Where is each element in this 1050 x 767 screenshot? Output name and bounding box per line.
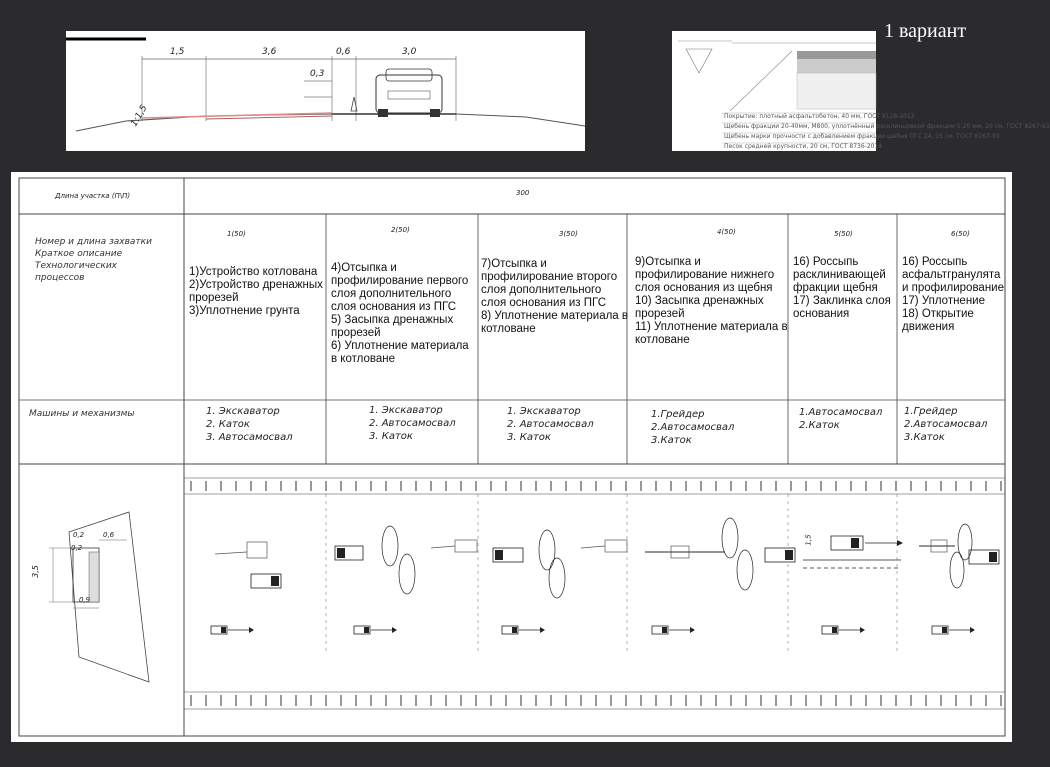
dim-4: 3,0: [402, 47, 417, 57]
dim-2: 3,6: [262, 47, 277, 57]
col6-header: 6(50): [951, 230, 970, 238]
col1-machines: 1. Экскаватор 2. Каток 3. Автосамосвал: [206, 406, 293, 443]
dim-height: 0,3: [310, 69, 325, 79]
row-length-label: Длина участка (П\П): [55, 192, 131, 200]
col5-machines: 1.Автосамосвал 2.Каток: [799, 407, 883, 431]
col4-description: 9)Отсыпка и профилирование нижнего слоя основания из щебня 10) Засыпка дренажных прорезей 11) Уплотнение материала в котловане: [635, 256, 788, 346]
slide-title: 1 вариант: [884, 20, 967, 42]
col3-description: 7)Отсыпка и профилирование второго слоя дополнительного слоя основания из ПГС 8) Уплотнение материала в котловане: [481, 258, 629, 335]
row-processes-label: Номер и длина захватки Краткое описание Технологических процессов: [35, 237, 152, 283]
col4-header: 4(50): [717, 228, 736, 236]
machinery-sketches: [185, 512, 1005, 652]
col6-machines: 1.Грейдер 2.Автосамосвал 3.Каток: [904, 406, 988, 443]
col2-header: 2(50): [391, 226, 410, 234]
col6-description: 16) Россыпь асфальтгранулята и профилирование 17) Уплотнение 18) Открытие движения: [902, 256, 1004, 333]
col5-description: 16) Россыпь расклинивающей фракции щебня 17) Заклинка слоя основания: [793, 256, 891, 320]
structure-note-1: Покрытие: плотный асфальтобетон, 40 мм, ГОСТ 9128-2013: [724, 113, 915, 120]
dim-slope: 1:1,5: [129, 103, 150, 129]
structure-note-3: Щебень марки прочности с добавлением фракции щебня ПГС 24, 15 см, ГОСТ 8267-93: [724, 133, 1000, 140]
dim-1: 1,5: [170, 47, 185, 57]
col2-machines: 1. Экскаватор 2. Автосамосвал 3. Каток: [369, 405, 456, 442]
dim-3: 0,6: [336, 47, 351, 57]
section-top-a: 0,2: [73, 531, 85, 539]
structure-note-4: Песок средней крупности, 20 см, ГОСТ 8736-2014: [724, 143, 883, 150]
col5-header: 5(50): [834, 230, 853, 238]
col3-machines: 1. Экскаватор 2. Автосамосвал 3. Каток: [507, 406, 594, 443]
cross-section-svg: [66, 31, 585, 151]
col4-machines: 1.Грейдер 2.Автосамосвал 3.Каток: [651, 409, 735, 446]
cross-section-drawing: [66, 31, 585, 151]
col1-description: 1)Устройство котлована 2)Устройство дренажных прорезей 3)Уплотнение грунта: [189, 266, 323, 317]
col5-dim: 1,5: [804, 534, 813, 546]
col2-description: 4)Отсыпка и профилирование первого слоя дополнительного слоя основания из ПГС 5) Засыпка дренажных прорезей 6) Уплотнение материала в котловане: [331, 262, 469, 365]
row-machines-label: Машины и механизмы: [29, 409, 135, 419]
section-top-b: 0,6: [103, 531, 115, 539]
section-side: 0,2: [71, 544, 83, 552]
section-bottom: 0,9: [79, 596, 91, 604]
col1-header: 1(50): [227, 230, 246, 238]
section-height: 3,5: [30, 565, 40, 578]
row-length-value: 300: [516, 189, 530, 197]
technology-map-table: [11, 172, 1012, 742]
structure-note-2: Щебень фракции 20-40мм, М800, уплотнённый расклинцовкой фракции 5-20 мм, 20 см, ГОСТ 8267-93: [724, 123, 1050, 130]
col3-header: 3(50): [559, 230, 578, 238]
